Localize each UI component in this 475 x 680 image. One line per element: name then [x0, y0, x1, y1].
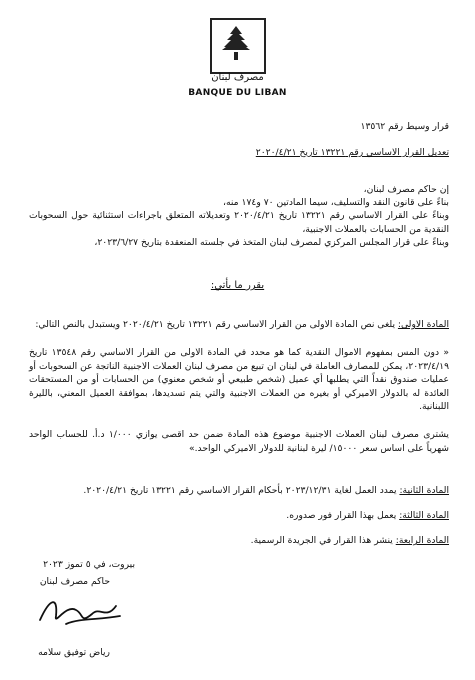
article-3: [29, 509, 449, 523]
decides-heading: يقرر ما يأتي:: [210, 280, 265, 291]
handwritten-signature: [36, 590, 126, 632]
article-4: [29, 534, 449, 548]
cedar-logo: [210, 18, 266, 74]
signoff-date: بيروت، في ٥ تموز ٢٠٢٣: [43, 559, 135, 570]
preamble-line-2: بناءً على قانون النقد والتسليف، سيما المادتين ٧٠ و١٧٤ منه،: [223, 197, 449, 208]
signoff-name: رياض توفيق سلامه: [38, 647, 110, 658]
article-2-text: يمدد العمل لغاية ٢٠٢٣/١٢/٣١ بأحكام القرار الاساسي رقم ١٣٢٢١ تاريخ ٢٠٢٠/٤/٢١.: [83, 485, 397, 496]
article-4-label: المادة الرابعة:: [395, 535, 449, 546]
decision-subject: تعديل القرار الاساسي رقم ١٣٢٢١ تاريخ ٢٠٢٠/٤/٢١: [255, 147, 449, 158]
decision-title: قرار وسيط رقم ١٣٥٦٢: [360, 121, 449, 132]
preamble-line-3: وبناءً على القرار الاساسي رقم ١٣٢٢١ تاريخ ٢٠٢٠/٤/٢١ وتعديلاته المتعلق باجراءات استثنائية حول السحوبات النقدية من الحسابات بالعملات الاجنبية،: [29, 210, 450, 235]
article-1-text: يلغى نص المادة الاولى من القرار الاساسي رقم ١٣٢٢١ تاريخ ٢٠٢٠/٤/٢١ ويستبدل بالنص التالي:: [35, 319, 395, 330]
article-1-label: المادة الاولى:: [397, 319, 449, 330]
signoff-role: حاكم مصرف لبنان: [39, 576, 110, 587]
preamble-line-4: وبناءً على قرار المجلس المركزي لمصرف لبنان المتخذ في جلسته المنعقدة بتاريخ ٢٠٢٣/٦/٢٧،: [94, 237, 449, 248]
article-3-text: يعمل بهذا القرار فور صدوره.: [286, 510, 397, 521]
article-1: [29, 318, 449, 332]
preamble-line-1: إن حاكم مصرف لبنان،: [363, 184, 449, 195]
bank-name-arabic: مصرف لبنان: [211, 72, 264, 83]
article-1-quote-end: يشترى مصرف لبنان العملات الاجنبية موضوع هذه المادة ضمن حد اقصى يوازي ١/٠٠٠ د.أ. للحساب الواحد شهرياً على اساس سعر ١٥٠٠٠/ ليرة لبنانية للدولار الاميركي الواحد.»: [29, 429, 449, 454]
article-1-quote: « دون المس بمفهوم الاموال النقدية كما هو محدد في المادة الاولى من القرار الاساسي رقم ١٣٥٤٨ تاريخ ٢٠٢٣/٤/١٩، يمكن للمصارف العاملة في لبنان ان تبيع من مصرف لبنان العملات الاجنبية الناتجة عن السحوبات أو عمليات صندوق نقداً التي يطلبها أي عميل (شخص طبيعي أو شخص معنوي) من الحسابات أو من المستحقات العائدة له بالدولار الاميركي أو بغيره من العملات الاجنبية والتي يتم تسديدها، بموافقة العميل المعني، بالليرة اللبنانية.: [29, 347, 449, 413]
article-2: [29, 484, 449, 498]
article-4-text: ينشر هذا القرار في الجريدة الرسمية.: [250, 535, 393, 546]
bank-name-french: BANQUE DU LIBAN: [188, 88, 287, 98]
article-3-label: المادة الثالثة:: [399, 510, 449, 521]
article-2-label: المادة الثانية:: [399, 485, 449, 496]
